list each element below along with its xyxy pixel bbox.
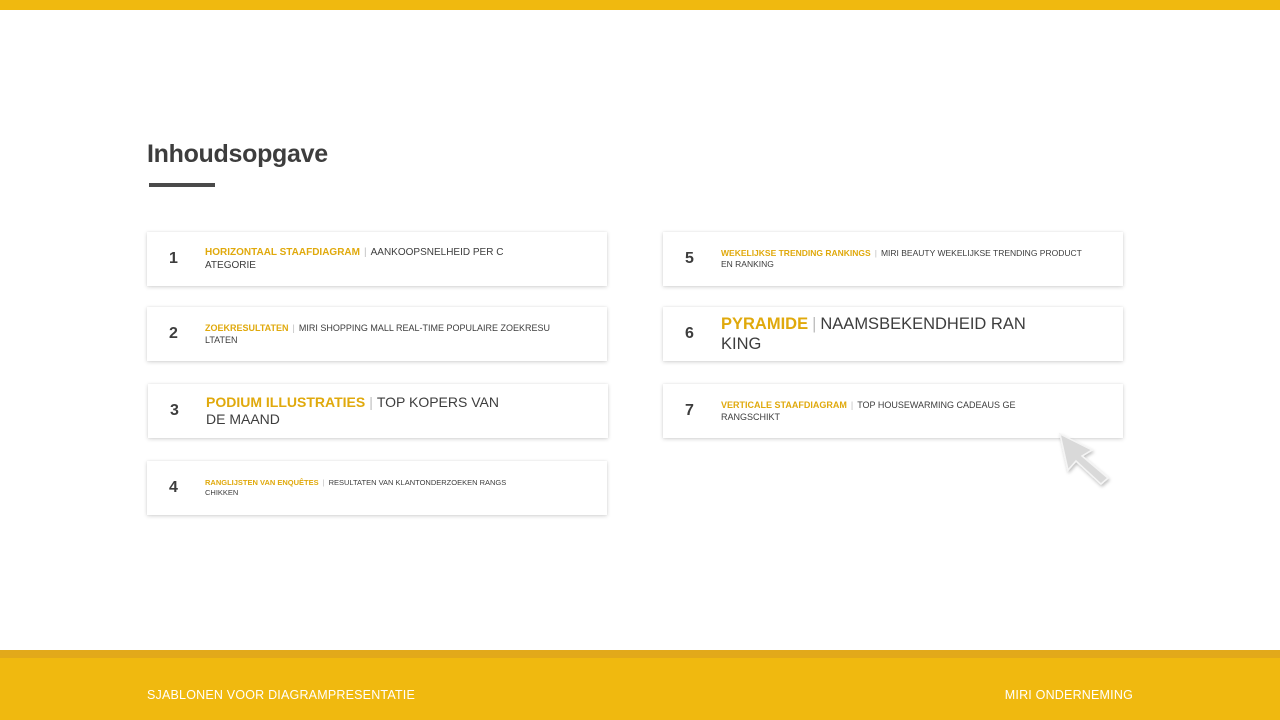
toc-item-4[interactable] — [147, 461, 607, 515]
toc-description: TOP HOUSEWARMING CADEAUS GERANGSCHIKT — [721, 400, 1016, 422]
toc-number: 1 — [169, 250, 178, 267]
toc-item-5[interactable] — [663, 232, 1123, 286]
page-title: Inhoudsopgave — [147, 140, 328, 168]
toc-text — [721, 399, 1021, 423]
toc-category: WEKELIJKSE TRENDING RANKINGS — [721, 248, 871, 258]
toc-separator: | — [369, 394, 373, 410]
toc-separator: | — [292, 323, 295, 333]
toc-text — [205, 478, 510, 498]
toc-number: 3 — [170, 402, 179, 419]
toc-item-3[interactable] — [148, 384, 608, 438]
top-accent-bar — [0, 0, 1280, 10]
toc-number: 7 — [685, 402, 694, 419]
footer — [0, 650, 1280, 720]
toc-number: 6 — [685, 325, 694, 342]
toc-text — [206, 394, 506, 428]
toc-description: AANKOOPSNELHEID PER CATEGORIE — [205, 247, 504, 271]
toc-separator: | — [874, 248, 877, 258]
toc-text — [721, 248, 1083, 270]
toc-text — [205, 246, 505, 272]
toc-description: TOP KOPERS VAN DE MAAND — [206, 394, 499, 427]
toc-description: RESULTATEN VAN KLANTONDERZOEKEN RANGSCHIKKEN — [205, 478, 507, 497]
toc-number: 4 — [169, 479, 178, 496]
mouse-pointer-icon — [1056, 430, 1116, 490]
footer-right-text: MIRI ONDERNEMING — [1004, 688, 1133, 702]
toc-category: HORIZONTAAL STAAFDIAGRAM — [205, 247, 360, 258]
toc-description: MIRI BEAUTY WEKELIJKSE TRENDING PRODUCTEN RANKING — [721, 248, 1082, 269]
toc-separator: | — [322, 478, 325, 487]
toc-category: PODIUM ILLUSTRATIES — [206, 394, 366, 410]
toc-text — [721, 314, 1026, 354]
toc-separator: | — [812, 315, 817, 333]
toc-item-6[interactable] — [663, 307, 1123, 361]
toc-item-2[interactable] — [147, 307, 607, 361]
toc-category: PYRAMIDE — [721, 315, 809, 333]
toc-description: NAAMSBEKENDHEID RANKING — [721, 315, 1026, 353]
toc-description: MIRI SHOPPING MALL REAL-TIME POPULAIRE ZOEKRESULTATEN — [205, 323, 551, 345]
toc-category: RANGLIJSTEN VAN ENQUÊTES — [205, 478, 319, 487]
toc-item-7[interactable] — [663, 384, 1123, 438]
toc-number: 5 — [685, 250, 694, 267]
toc-text — [205, 322, 555, 346]
toc-separator: | — [364, 247, 367, 258]
toc-category: ZOEKRESULTATEN — [205, 323, 289, 333]
toc-item-1[interactable] — [147, 232, 607, 286]
toc-number: 2 — [169, 325, 178, 342]
toc-separator: | — [850, 400, 854, 410]
toc-category: VERTICALE STAAFDIAGRAM — [721, 400, 847, 410]
title-underline — [149, 183, 215, 187]
footer-left-text: SJABLONEN VOOR DIAGRAMPRESENTATIE — [147, 688, 415, 702]
